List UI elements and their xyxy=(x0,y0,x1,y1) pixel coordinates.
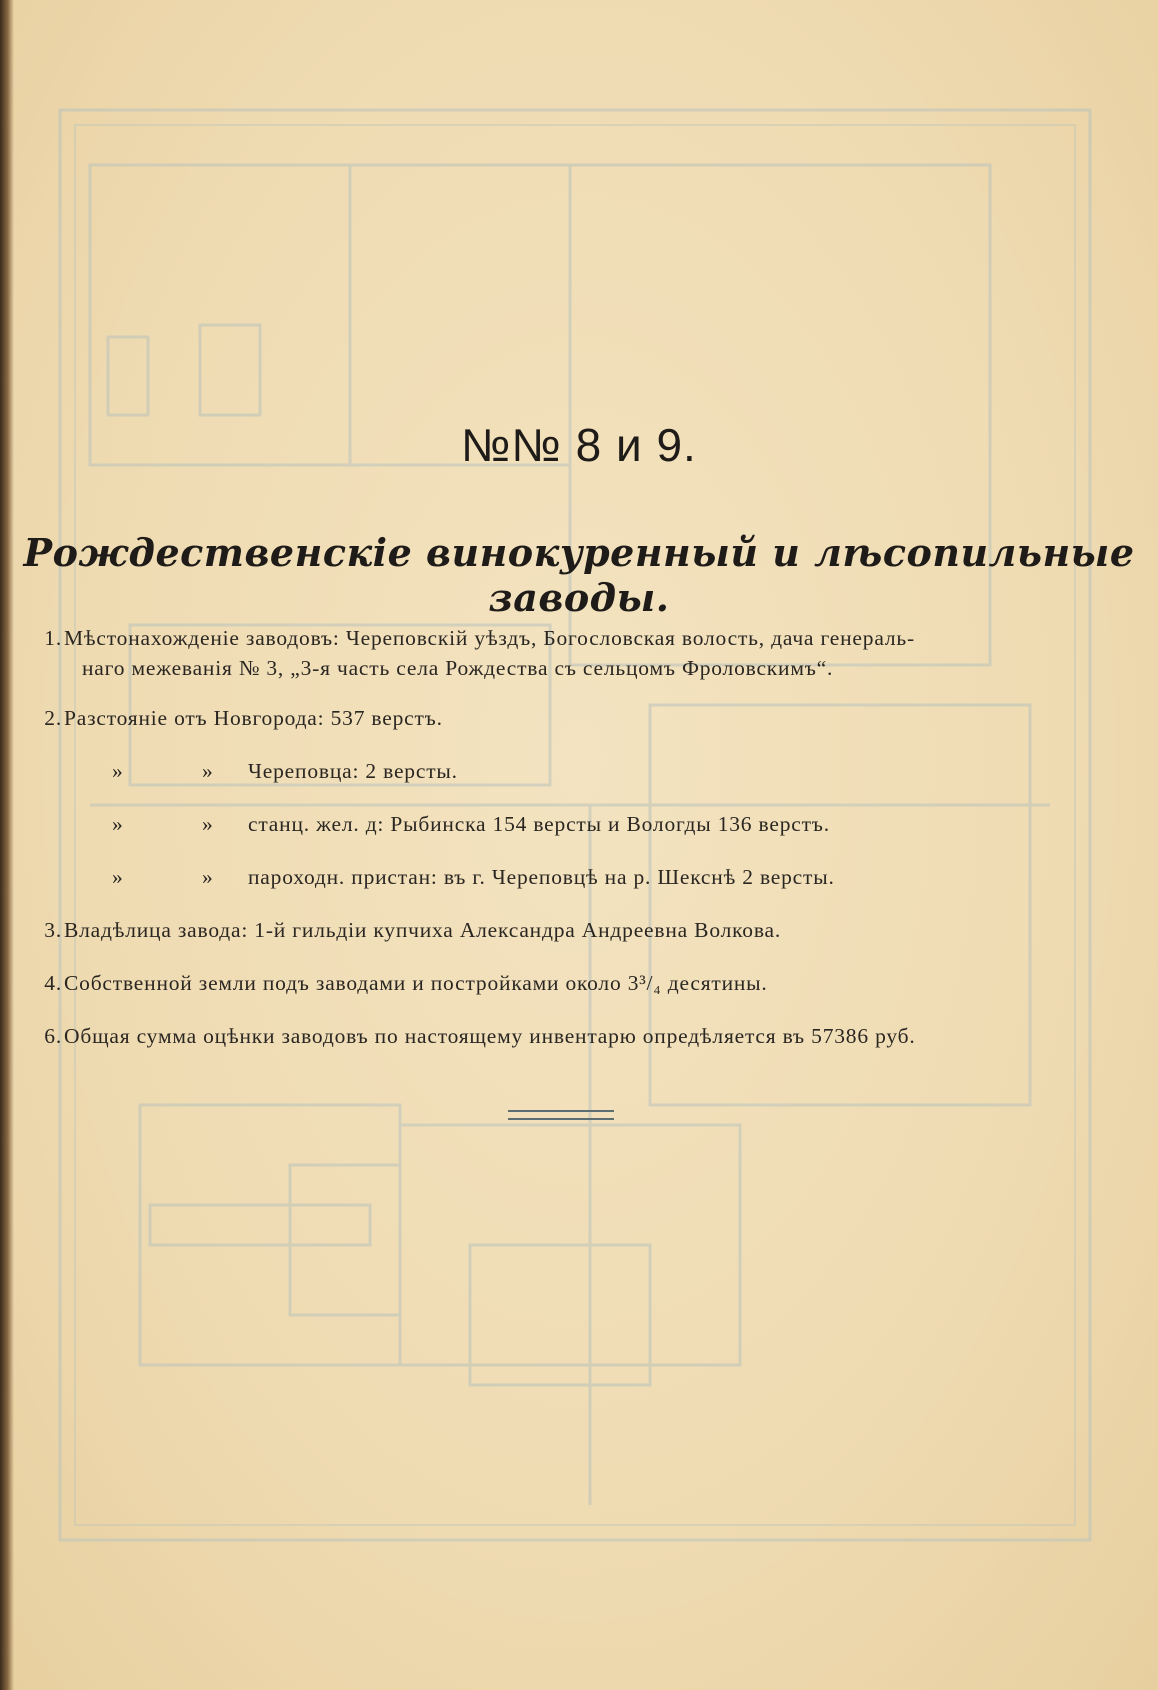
list-item: 6. Общая сумма оцѣнки заводовъ по настоящему инвентарю опредѣляется въ 57386 руб. xyxy=(44,1024,916,1048)
list-item: 3. Владѣлица завода: 1-й гильдіи купчиха Александра Андреевна Волкова. xyxy=(44,918,782,942)
page-title: Рождественскіе винокуренный и лѣсопильные заводы. xyxy=(23,530,1135,620)
list-item: 2. Разстояніе отъ Новгорода: 537 верстъ. xyxy=(44,706,443,730)
list-item: 4. Собственной земли подъ заводами и постройками около 3³/₄ десятины. xyxy=(44,971,768,995)
page-title-number: №№ 8 и 9. xyxy=(461,419,697,471)
list-subitem: » » Череповца: 2 версты. xyxy=(112,759,458,783)
book-spine-shadow xyxy=(0,0,14,1690)
list-item-continuation: наго межеванія № 3, „3-я часть села Рождества съ сельцомъ Фроловскимъ“. xyxy=(82,656,834,680)
info-list xyxy=(24,623,1092,1074)
list-subitem: » » пароходн. пристан: въ г. Череповцѣ на р. Шекснѣ 2 версты. xyxy=(112,865,835,889)
list-subitem: » » станц. жел. д: Рыбинска 154 версты и Вологды 136 верстъ. xyxy=(112,812,830,836)
section-divider xyxy=(508,1110,614,1120)
list-item: 1. Мѣстонахожденіе заводовъ: Череповскій уѣздъ, Богословская волость, дача генераль- xyxy=(44,626,915,650)
